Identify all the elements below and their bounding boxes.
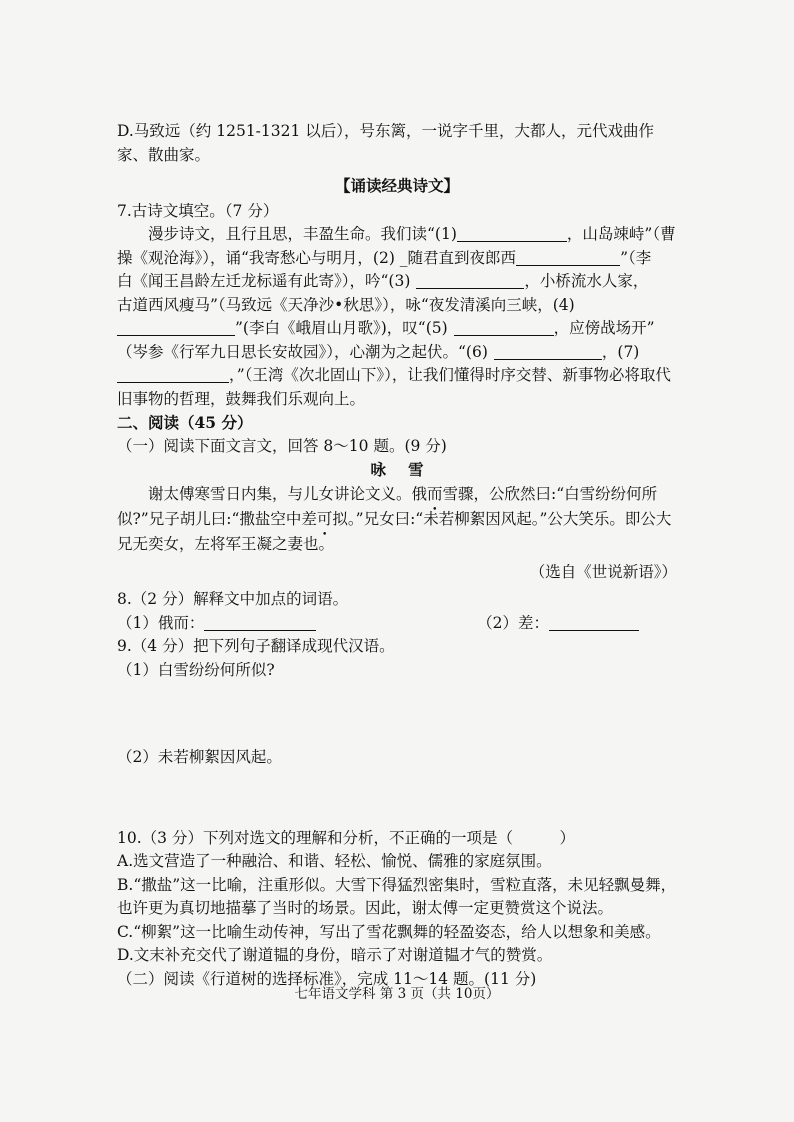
section-title: 【诵读经典诗文】 xyxy=(334,176,459,195)
passage-text: 而雪骤，公欣然曰:“白雪纷纷何所似?”兄子胡儿曰:“撒盐空中 xyxy=(117,484,658,528)
subsection-1-title: （一）阅读下面文言文，回答 8～10 题。(9 分) xyxy=(117,436,447,455)
q10-option-a: A.选文营造了一种融洽、和谐、轻松、愉悦、儒雅的家庭氛围。 xyxy=(117,852,552,870)
q7-body xyxy=(117,223,677,411)
q7-line-2 xyxy=(117,247,677,271)
page-content xyxy=(117,120,677,991)
answer-blank-6[interactable] xyxy=(494,343,602,360)
q10-option-b: B.“撒盐”这一比喻，注重形似。大雪下得猛烈密集时，雪粒直落，未见轻飘曼舞，也许更为真切地描摹了当时的场景。因此，谢太傅一定更赞赏这个说法。 xyxy=(117,875,677,917)
q8-header: 8.（2 分）解释文中加点的词语。 xyxy=(117,590,349,608)
q8-items xyxy=(117,612,677,636)
passage-title: 咏雪 xyxy=(370,460,446,479)
q7-header: 7.古诗文填空。（7 分） xyxy=(117,201,279,220)
q9-item-1: （1）白雪纷纷何所似? xyxy=(117,660,275,679)
q8-item-label: （1）俄而： xyxy=(117,613,205,632)
answer-blank-2[interactable] xyxy=(516,249,620,266)
q9-answer-space-2[interactable] xyxy=(117,770,677,827)
q10-option-c: C.“柳絮”这一比喻生动传神，写出了雪花飘舞的轻盈姿态，给人以想象和美感。 xyxy=(117,922,661,941)
q7-text: ，”（王湾《次北固山下》），让我们懂得时序交替、新事物必将取代旧事物的哲理，鼓舞我们乐观向上。 xyxy=(117,366,671,408)
q7-line-7 xyxy=(117,364,677,411)
q8-item-2 xyxy=(477,612,639,636)
passage-text: 谢太傅寒雪日内集，与儿女讲论文义。 xyxy=(148,484,412,503)
q7-text: 白《闻王昌龄左迁龙标遥有此寄》），吟“(3) xyxy=(117,272,411,290)
q7-text: ，小桥流水人家， xyxy=(524,272,649,290)
q6-option-d: D.马致远（约 1251-1321 以后），号东篱，一说字千里，大都人，元代戏曲作家、散曲家。 xyxy=(117,122,655,164)
q7-line-6 xyxy=(117,341,677,365)
page-footer: 七年语文学科 第 3 页（共 10页） xyxy=(294,986,500,1002)
classical-passage xyxy=(117,482,677,557)
q7-text: ”（李 xyxy=(620,248,652,267)
answer-blank-q8-2[interactable] xyxy=(549,614,639,631)
q10-header: 10.（3 分）下列对选文的理解和分析，不正确的一项是（ ） xyxy=(117,828,575,847)
q7-text: ，(7) xyxy=(601,342,640,361)
q7-text: ，山岛竦峙”（曹 xyxy=(566,225,676,243)
q7-line-4: 古道西风瘦马”（马致远《天净沙•秋思》），咏“夜发清溪向三峡，(4) xyxy=(117,295,575,314)
passage-source: （选自《世说新语》） xyxy=(529,562,677,581)
passage-text: 可拟。”兄女曰:“未若柳絮因风起。”公大笑乐。即公大兄无奕女，左将军王凝之妻也。 xyxy=(117,509,672,553)
answer-blank-5[interactable] xyxy=(454,319,554,336)
answer-blank-3[interactable] xyxy=(416,272,524,289)
q7-text: 操《观沧海》），诵“我寄愁心与明月，(2) _随君直到夜郎西 xyxy=(117,248,517,267)
q7-text: ”(李白《峨眉山月歌》)，叹“(5) xyxy=(235,319,448,337)
subsection-2-title: （二）阅读《行道树的选择标准》，完成 11～14 题。(11 分) xyxy=(117,969,537,988)
q9-answer-space-1[interactable] xyxy=(117,682,677,746)
q10-option-d: D.文末补充交代了谢道韫的身份，暗示了对谢道韫才气的赞赏。 xyxy=(117,946,553,964)
q7-text: （岑参《行军九日思长安故园》），心潮为之起伏。“(6) xyxy=(117,342,488,361)
part-2-title: 二、阅读（45 分） xyxy=(117,413,253,432)
answer-blank-q8-1[interactable] xyxy=(204,614,316,631)
q8-item-1 xyxy=(117,612,316,636)
q9-header: 9.（4 分）把下列句子翻译成现代汉语。 xyxy=(117,637,395,655)
dotted-word-cha: 差 xyxy=(301,509,317,528)
answer-blank-7[interactable] xyxy=(117,366,229,383)
q8-item-label: （2）差： xyxy=(477,613,549,632)
q7-line-3 xyxy=(117,270,677,294)
answer-blank-4[interactable] xyxy=(117,319,235,336)
q9-item-2: （2）未若柳絮因风起。 xyxy=(117,748,282,766)
q7-line-1 xyxy=(117,223,677,247)
q7-text: ，应傍战场开” xyxy=(553,319,655,337)
dotted-word-e: 俄 xyxy=(411,484,428,503)
q7-line-5 xyxy=(117,317,677,341)
q7-text: 漫步诗文，且行且思，丰盈生命。我们读“(1) xyxy=(148,225,457,243)
answer-blank-1[interactable] xyxy=(457,225,567,242)
